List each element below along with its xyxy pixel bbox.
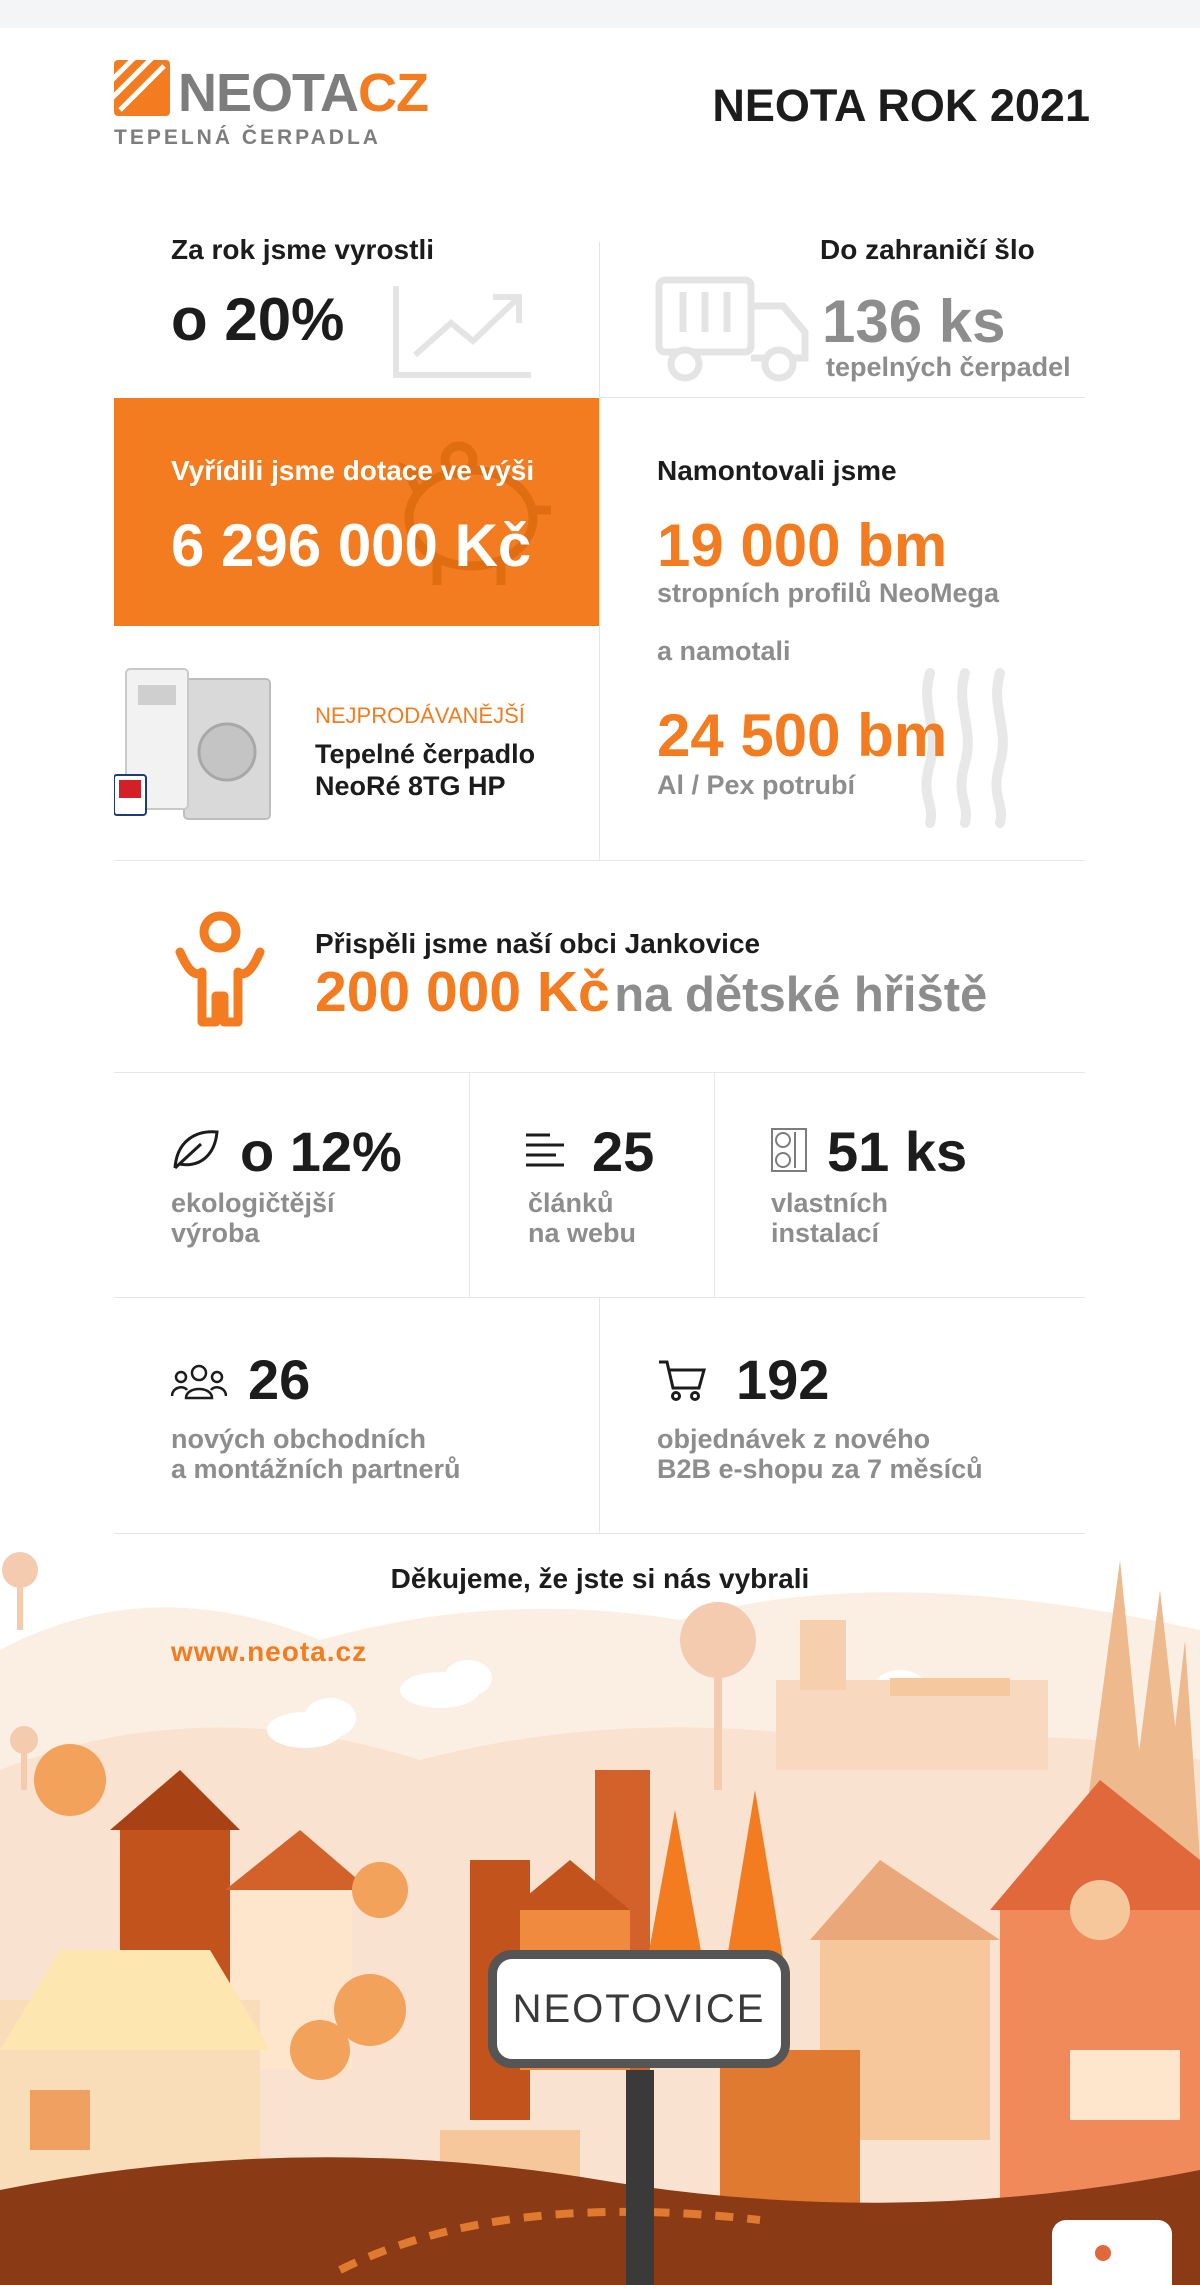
installed-desc-profiles: stropních profilů NeoMega	[657, 578, 1000, 608]
bestseller-product-line1: Tepelné čerpadlo	[315, 739, 536, 769]
brand-name: NEOTA	[178, 63, 358, 123]
logo-stripes-icon	[114, 60, 170, 116]
brand-suffix: CZ	[358, 63, 428, 123]
people-group-icon	[171, 1364, 227, 1400]
subsidy-label: Vyřídili jsme dotace ve výši	[171, 455, 535, 486]
stat-orders-line1: objednávek z nového	[657, 1424, 931, 1454]
growth-value: o 20%	[171, 286, 345, 353]
truck-icon	[655, 276, 810, 384]
stat-articles-line1: článků	[528, 1188, 614, 1218]
installed-label: Namontovali jsme	[657, 455, 897, 486]
installed-connector: a namotali	[657, 636, 791, 666]
website-link[interactable]: www.neota.cz	[171, 1636, 368, 1667]
article-lines-icon	[526, 1132, 566, 1168]
heat-pump-unit-icon	[771, 1128, 807, 1172]
installed-value-profiles: 19 000 bm	[657, 512, 948, 579]
town-sign: NEOTOVICE	[488, 1950, 790, 2068]
export-label: Do zahraničí šlo	[820, 234, 1035, 265]
divider-vertical	[469, 1072, 470, 1297]
stat-partners-line2: a montážních partnerů	[171, 1454, 461, 1484]
growth-label: Za rok jsme vyrostli	[171, 234, 435, 265]
bestseller-product-line2: NeoRé 8TG HP	[315, 771, 506, 801]
stat-orders-value: 192	[736, 1348, 830, 1411]
shopping-cart-icon	[657, 1358, 707, 1402]
stat-installations-value: 51 ks	[827, 1120, 968, 1183]
stat-eco-value: o 12%	[240, 1120, 402, 1183]
installed-value-pipes: 24 500 bm	[657, 702, 948, 769]
divider-horizontal	[599, 397, 1085, 398]
divider-vertical	[599, 1297, 600, 1533]
growth-chart-icon	[393, 283, 533, 379]
stat-partners-line1: nových obchodních	[171, 1424, 427, 1454]
donation-purpose: na dětské hřiště	[614, 968, 988, 1022]
subsidy-value: 6 296 000 Kč	[171, 512, 532, 579]
divider-vertical	[599, 242, 600, 860]
brand-logo[interactable]	[178, 63, 428, 123]
brand-tagline: TEPELNÁ ČERPADLA	[114, 126, 381, 149]
stat-articles-value: 25	[592, 1120, 655, 1183]
stat-installations-line1: vlastních	[771, 1188, 889, 1218]
heat-pump-product-image	[114, 657, 274, 827]
divider-vertical	[714, 1072, 715, 1297]
stat-eco-line1: ekologičtější	[171, 1188, 335, 1218]
divider-horizontal	[114, 1072, 1085, 1073]
child-icon	[172, 910, 268, 1028]
bestseller-tag: NEJPRODÁVANĚJŠÍ	[315, 703, 525, 728]
export-value: 136 ks	[822, 288, 1006, 355]
donation-amount: 200 000 Kč	[315, 960, 610, 1024]
page-title: NEOTA ROK 2021	[712, 80, 1090, 131]
thanks-message: Děkujeme, že jste si nás vybrali	[390, 1563, 810, 1594]
stat-articles-line2: na webu	[528, 1218, 637, 1248]
donation-label: Přispěli jsme naší obci Jankovice	[315, 928, 761, 959]
donation-line	[315, 960, 988, 1024]
top-strip	[0, 0, 1200, 28]
stat-installations-line2: instalací	[771, 1218, 880, 1248]
export-unit: tepelných čerpadel	[826, 352, 1071, 382]
stat-partners-value: 26	[248, 1348, 311, 1411]
installed-desc-pipes: Al / Pex potrubí	[657, 770, 856, 800]
stat-eco-line2: výroba	[171, 1218, 260, 1248]
stat-orders-line2: B2B e-shopu za 7 měsíců	[657, 1454, 983, 1484]
leaf-icon	[171, 1128, 221, 1172]
divider-horizontal	[114, 860, 1085, 861]
